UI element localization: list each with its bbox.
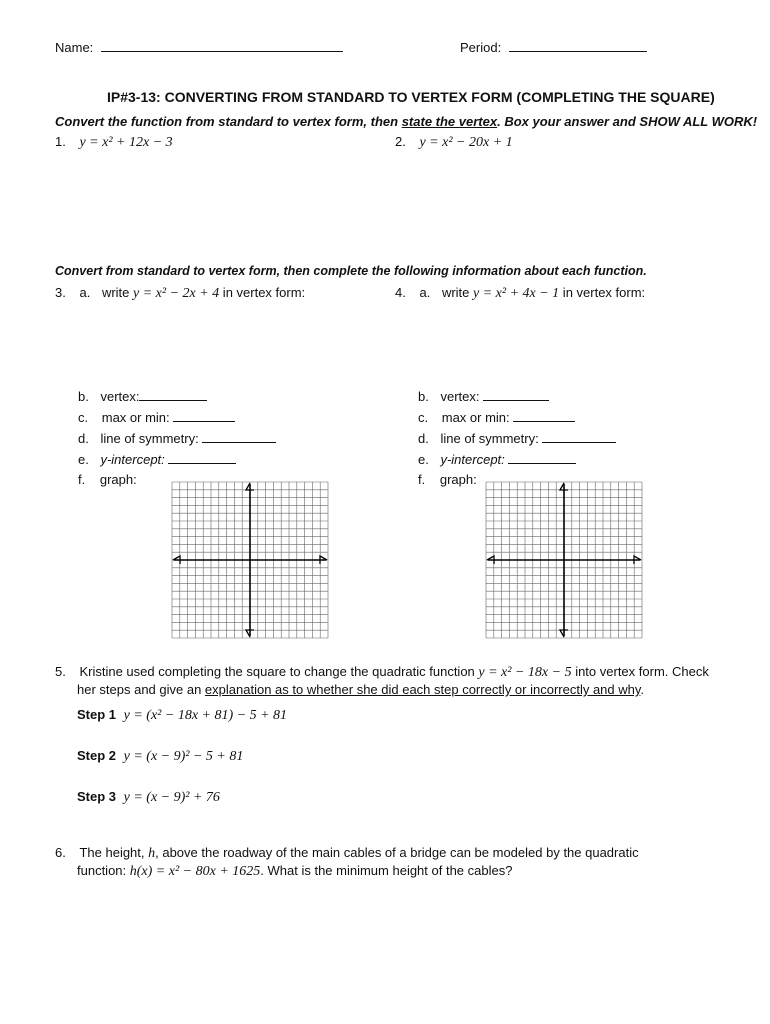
q6-text: . What is the minimum height of the cables?: [260, 863, 513, 878]
q4-vertex-blank[interactable]: [483, 388, 549, 401]
question-4-part-a: [395, 285, 645, 302]
part-text: in vertex form:: [219, 285, 306, 300]
step-label: Step 3: [77, 789, 117, 804]
q4-max-min-blank[interactable]: [513, 409, 575, 422]
question-5-line2: [77, 682, 644, 697]
q5-step-2: [77, 748, 243, 765]
period-label: Period:: [460, 40, 502, 55]
step-label: Step 1: [77, 707, 117, 722]
vertex-label: vertex:: [100, 389, 140, 404]
worksheet-title: IP#3-13: CONVERTING FROM STANDARD TO VERTEX FORM (COMPLETING THE SQUARE): [107, 89, 715, 105]
part-letter: c.: [418, 410, 429, 425]
symmetry-label: line of symmetry:: [440, 431, 539, 446]
part-letter: c.: [78, 410, 89, 425]
y-intercept-label: y-intercept:: [440, 452, 505, 467]
max-min-label: max or min:: [441, 410, 510, 425]
question-3-part-a: [55, 285, 305, 302]
part-text: write: [101, 285, 133, 300]
q6-variable: h: [148, 846, 156, 861]
question-4-equation: y = x² + 4x − 1: [473, 286, 560, 301]
q5-underlined-text: explanation as to whether she did each step correctly or incorrectly and why: [204, 682, 641, 697]
graph-label: graph:: [99, 472, 137, 487]
q5-step-3: [77, 789, 220, 806]
graph-label: graph:: [439, 472, 477, 487]
q3-max-min-blank[interactable]: [173, 409, 235, 422]
q5-text: Kristine used completing the square to change the quadratic function: [79, 664, 479, 679]
q5-step-1: [77, 707, 287, 724]
part-letter: e.: [78, 452, 89, 467]
q3-graph-label-row: [78, 472, 137, 487]
q5-text: .: [640, 682, 645, 697]
question-6-line2: [77, 863, 512, 880]
question-6-line1: [55, 845, 639, 862]
section1-instruction: [55, 114, 757, 129]
q6-text: , above the roadway of the main cables of a bridge can be modeled by the quadratic: [155, 845, 639, 860]
question-2: [395, 134, 513, 151]
q3-vertex-blank[interactable]: [139, 388, 207, 401]
question-1: [55, 134, 173, 151]
q3-symmetry: [78, 430, 276, 446]
max-min-label: max or min:: [101, 410, 170, 425]
question-1-equation: y = x² + 12x − 3: [79, 135, 173, 150]
step-equation: y = (x − 9)² + 76: [123, 790, 220, 805]
q4-y-intercept-blank[interactable]: [508, 451, 576, 464]
instruction-underlined: state the vertex: [401, 114, 498, 129]
q4-vertex: [418, 388, 549, 404]
q4-symmetry: [418, 430, 616, 446]
step-equation: y = (x − 9)² − 5 + 81: [123, 749, 244, 764]
q5-text: her steps and give an: [77, 682, 205, 697]
q4-y-intercept: [418, 451, 576, 467]
question-5-line1: [55, 664, 709, 681]
q3-vertex: [78, 388, 207, 404]
y-intercept-label: y-intercept:: [100, 452, 165, 467]
period-field[interactable]: [460, 39, 647, 55]
section2-instruction: Convert from standard to vertex form, then complete the following information about each function.: [55, 264, 647, 278]
question-number: 5.: [55, 664, 66, 679]
question-number: 6.: [55, 845, 66, 860]
vertex-label: vertex:: [440, 389, 480, 404]
part-letter: a.: [79, 285, 91, 300]
q3-y-intercept-blank[interactable]: [168, 451, 236, 464]
part-text: write: [441, 285, 473, 300]
q4-graph-label-row: [418, 472, 477, 487]
q4-coordinate-grid[interactable]: [484, 480, 644, 640]
question-number: 3.: [55, 285, 66, 300]
part-letter: f.: [418, 472, 426, 487]
part-letter: e.: [418, 452, 429, 467]
q3-max-min: [78, 409, 235, 425]
q3-symmetry-blank[interactable]: [202, 430, 276, 443]
name-label: Name:: [55, 40, 94, 55]
question-3-equation: y = x² − 2x + 4: [133, 286, 220, 301]
step-equation: y = (x² − 18x + 81) − 5 + 81: [123, 708, 288, 723]
part-letter: a.: [419, 285, 431, 300]
q5-text: into vertex form. Check: [571, 664, 709, 679]
q6-text: function:: [77, 863, 130, 878]
part-letter: d.: [418, 431, 429, 446]
name-field[interactable]: [55, 39, 343, 55]
instruction-part: . Box your answer and SHOW ALL WORK!: [497, 114, 758, 129]
step-label: Step 2: [77, 748, 117, 763]
part-text: in vertex form:: [559, 285, 646, 300]
q6-equation: h(x) = x² − 80x + 1625: [129, 864, 261, 879]
q3-y-intercept: [78, 451, 236, 467]
part-letter: d.: [78, 431, 89, 446]
part-letter: f.: [78, 472, 86, 487]
question-number: 2.: [395, 134, 406, 149]
q6-text: The height,: [79, 845, 149, 860]
instruction-part: Convert the function from standard to vertex form, then: [55, 114, 402, 129]
period-blank[interactable]: [509, 39, 647, 52]
symmetry-label: line of symmetry:: [100, 431, 199, 446]
part-letter: b.: [78, 389, 89, 404]
name-blank[interactable]: [101, 39, 343, 52]
part-letter: b.: [418, 389, 429, 404]
q4-max-min: [418, 409, 575, 425]
q4-symmetry-blank[interactable]: [542, 430, 616, 443]
q3-coordinate-grid[interactable]: [170, 480, 330, 640]
question-2-equation: y = x² − 20x + 1: [419, 135, 513, 150]
question-number: 1.: [55, 134, 66, 149]
q5-equation: y = x² − 18x − 5: [478, 665, 572, 680]
question-number: 4.: [395, 285, 406, 300]
